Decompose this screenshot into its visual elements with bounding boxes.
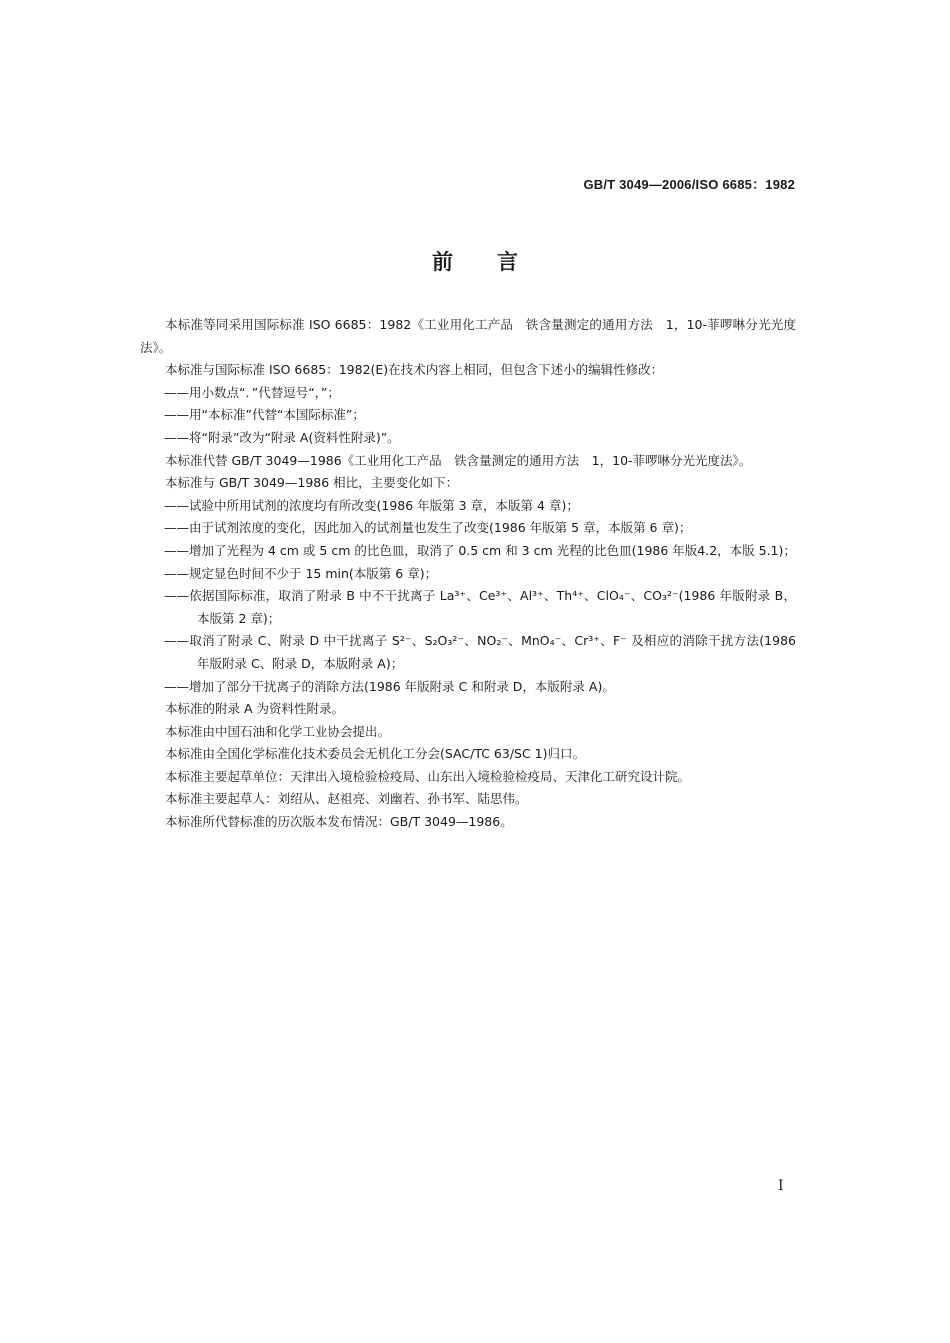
list-item: ——用小数点“．”代替逗号“，”； — [164, 384, 340, 400]
standard-code: GB/T 3049—2006/ISO 6685：1982 — [583, 177, 795, 192]
page-number: I — [778, 1178, 784, 1194]
paragraph-replaces: 本标准代替 GB/T 3049—1986《工业用化工产品 铁含量测定的通用方法 1，10-菲啰啉分光光度法》。 — [165, 452, 752, 468]
paragraph-annex: 本标准的附录 A 为资料性附录。 — [165, 701, 344, 717]
list-item: ——由于试剂浓度的变化，因此加入的试剂量也发生了改变(1986 年版第 5 章，本版第 6 章)； — [164, 520, 692, 536]
list-item: ——依据国际标准，取消了附录 B 中不干扰离子 La³⁺、Ce³⁺、Al³⁺、Th⁴⁺、ClO₄⁻、CO₃²⁻(1986 年版附录 B，本版第 2 章)； — [164, 588, 796, 626]
list-item: ——取消了附录 C、附录 D 中干扰离子 S²⁻、S₂O₃²⁻、NO₂⁻、MnO₄⁻、Cr³⁺、F⁻ 及相应的消除干扰方法(1986 年版附录 C、附录 D，本版附录 A)； — [164, 633, 796, 671]
paragraph-editorial-changes: 本标准与国际标准 ISO 6685：1982(E)在技术内容上相同，但包含下述小的编辑性修改： — [165, 362, 664, 378]
page-title: 前言 — [432, 250, 562, 274]
paragraph-adoption: 本标准等同采用国际标准 ISO 6685：1982《工业用化工产品 铁含量测定的通用方法 1，10-菲啰啉分光光度法》。 — [140, 317, 796, 355]
paragraph-proposer: 本标准由中国石油和化学工业协会提出。 — [165, 723, 391, 739]
list-item: ——规定显色时间不少于 15 min(本版第 6 章)； — [164, 565, 438, 581]
paragraph-drafting-units: 本标准主要起草单位：天津出入境检验检疫局、山东出入境检验检疫局、天津化工研究设计院。 — [165, 768, 691, 784]
foreword-body — [140, 314, 796, 834]
paragraph-history: 本标准所代替标准的历次版本发布情况：GB/T 3049—1986。 — [165, 814, 513, 830]
list-item: ——试验中所用试剂的浓度均有所改变(1986 年版第 3 章，本版第 4 章)； — [164, 497, 579, 513]
paragraph-main-changes: 本标准与 GB/T 3049—1986 相比，主要变化如下： — [165, 475, 459, 491]
list-item: ——增加了光程为 4 cm 或 5 cm 的比色皿，取消了 0.5 cm 和 3 cm 光程的比色皿(1986 年版4.2，本版 5.1)； — [164, 542, 796, 558]
paragraph-committee: 本标准由全国化学标准化技术委员会无机化工分会(SAC/TC 63/SC 1)归口。 — [165, 746, 586, 762]
list-item: ——增加了部分干扰离子的消除方法(1986 年版附录 C 和附录 D，本版附录 A)。 — [164, 678, 615, 694]
list-item: ——将“附录”改为“附录 A(资料性附录)”。 — [164, 429, 400, 445]
paragraph-drafters: 本标准主要起草人：刘绍从、赵祖亮、刘幽若、孙书军、陆思伟。 — [165, 791, 528, 807]
list-item: ——用“本标准”代替“本国际标准”； — [164, 407, 365, 423]
